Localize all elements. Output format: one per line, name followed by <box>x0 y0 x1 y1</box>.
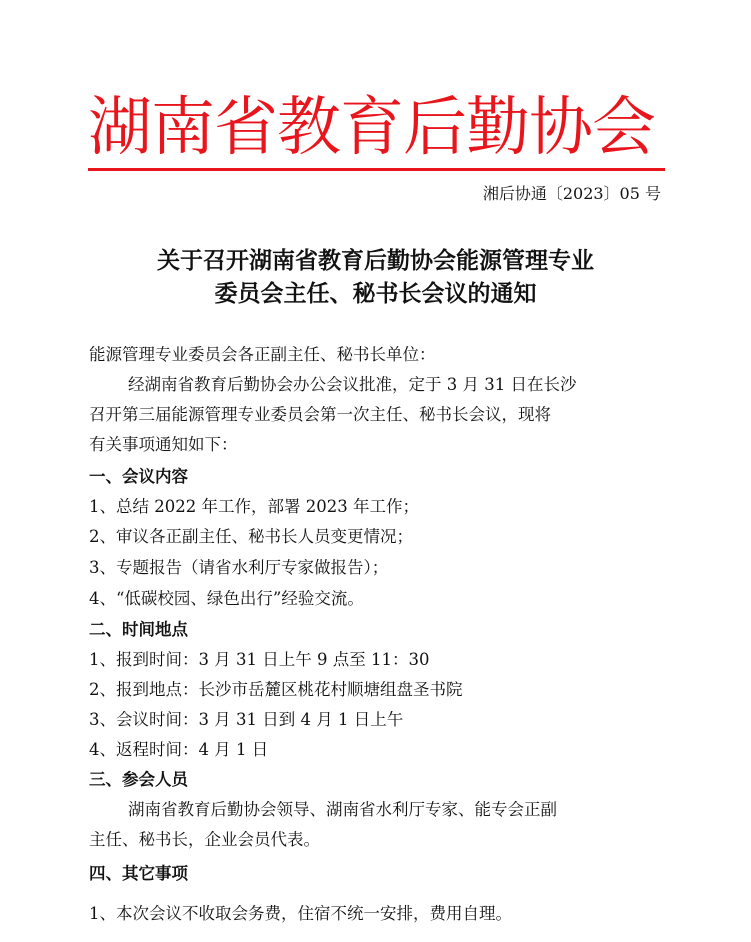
organization-name: 湖南省教育后勤协会 <box>88 91 655 165</box>
section-heading-attendees: 三、参会人员 <box>89 770 188 789</box>
section-heading-other-matters: 四、其它事项 <box>89 864 188 883</box>
list-item: 3、专题报告（请省水利厅专家做报告）； <box>89 558 389 577</box>
list-item: 1、本次会议不收取会务费，住宿不统一安排，费用自理。 <box>89 904 512 923</box>
intro-paragraph-line: 经湖南省教育后勤协会办公会议批准，定于 3 月 31 日在长沙 <box>128 375 577 394</box>
document-number: 湘后协通〔2023〕05 号 <box>482 184 661 203</box>
list-item: 3、会议时间：3 月 31 日到 4 月 1 日上午 <box>89 710 404 729</box>
attendees-paragraph-line: 主任、秘书长，企业会员代表。 <box>89 830 320 849</box>
intro-paragraph-line: 召开第三届能源管理专业委员会第一次主任、秘书长会议，现将 <box>89 405 551 424</box>
list-item: 4、返程时间：4 月 1 日 <box>89 740 269 759</box>
attendees-paragraph-line: 湖南省教育后勤协会领导、湖南省水利厅专家、能专会正副 <box>128 800 557 819</box>
notice-title-line-1: 关于召开湖南省教育后勤协会能源管理专业 <box>157 248 594 274</box>
red-header-rule <box>88 168 665 171</box>
salutation: 能源管理专业委员会各正副主任、秘书长单位： <box>89 345 436 364</box>
section-heading-time-place: 二、时间地点 <box>89 620 188 639</box>
list-item: 2、审议各正副主任、秘书长人员变更情况； <box>89 527 413 546</box>
notice-title-line-2: 委员会主任、秘书长会议的通知 <box>214 281 537 307</box>
list-item: 2、报到地点：长沙市岳麓区桃花村顺塘组盘圣书院 <box>89 680 463 699</box>
list-item: 1、总结 2022 年工作，部署 2023 年工作； <box>89 497 419 516</box>
intro-paragraph-line: 有关事项通知如下： <box>89 435 238 454</box>
list-item: 1、报到时间：3 月 31 日上午 9 点至 11：30 <box>89 650 430 669</box>
section-heading-meeting-content: 一、会议内容 <box>89 467 188 486</box>
list-item: 4、“低碳校园、绿色出行”经验交流。 <box>89 589 364 608</box>
